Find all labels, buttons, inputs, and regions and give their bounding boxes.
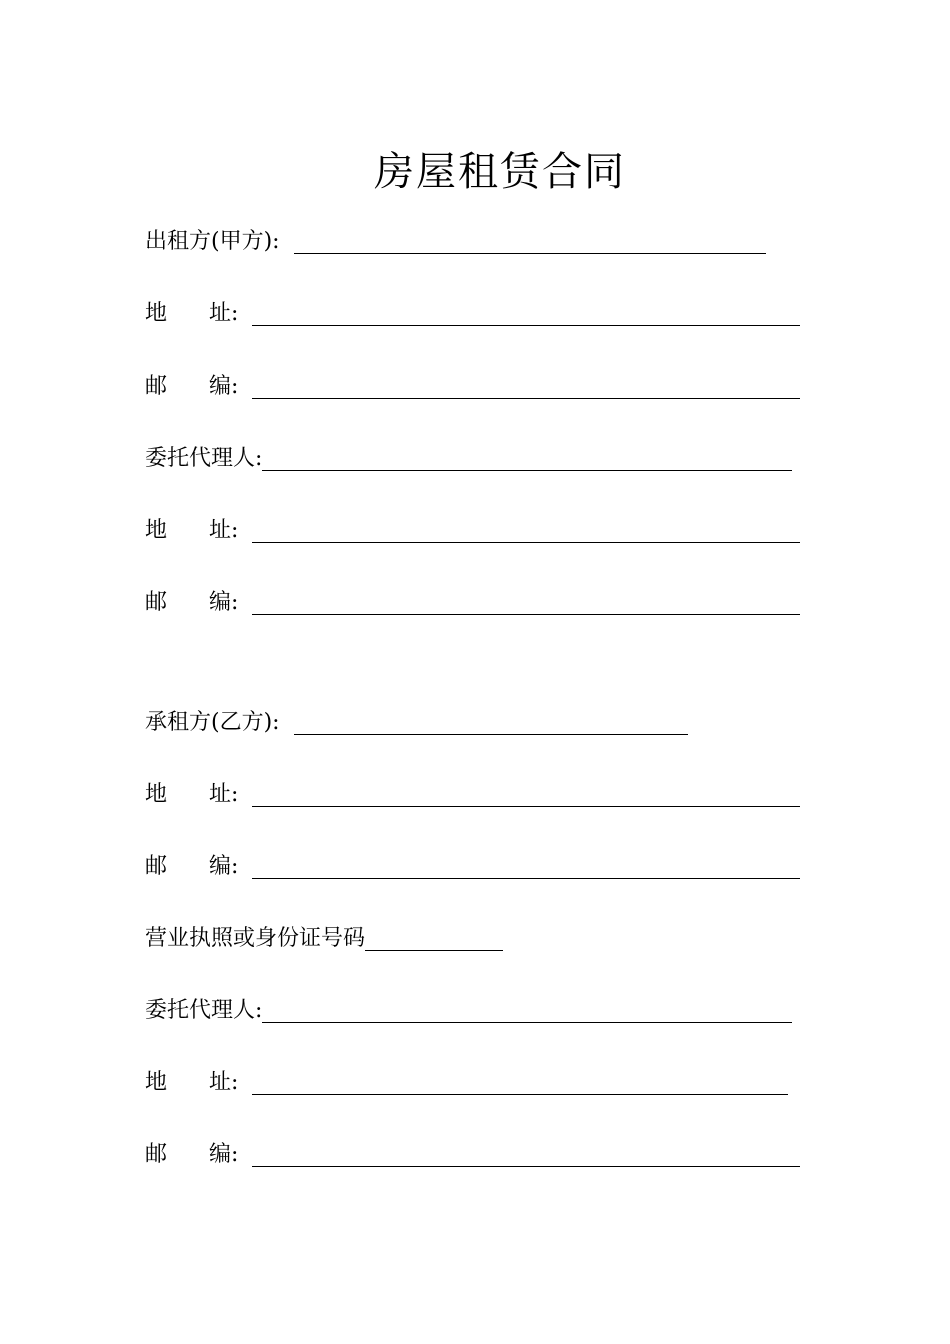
lessor-agent-label: 委托代理人 bbox=[145, 446, 256, 471]
lessee-row bbox=[145, 704, 688, 738]
lessee-address-colon: : bbox=[231, 782, 239, 807]
lessee-agent-address-row bbox=[145, 1064, 788, 1098]
lessor-postcode-colon: : bbox=[231, 374, 239, 399]
lessor-label: 出租方(甲方) bbox=[145, 229, 273, 254]
lessee-postcode-colon: : bbox=[231, 854, 239, 879]
lessee-label: 承租方(乙方) bbox=[145, 710, 273, 735]
lessee-license-label: 营业执照或身份证号码 bbox=[145, 926, 366, 951]
lessee-address-row bbox=[145, 776, 800, 810]
lessee-agent-colon: : bbox=[255, 998, 263, 1023]
lessor-address-label-2: 址 bbox=[209, 301, 232, 326]
lessor-blank[interactable] bbox=[294, 229, 766, 254]
lessor-address-colon: : bbox=[231, 301, 239, 326]
lessor-agent-address-label-2: 址 bbox=[209, 518, 232, 543]
lessor-agent-postcode-label-1: 邮 bbox=[145, 590, 168, 615]
lessee-postcode-row bbox=[145, 848, 800, 882]
lessee-agent-address-colon: : bbox=[231, 1070, 239, 1095]
lessee-agent-blank[interactable] bbox=[262, 998, 792, 1023]
lessor-postcode-label-1: 邮 bbox=[145, 374, 168, 399]
lessor-agent-address-blank[interactable] bbox=[252, 518, 800, 543]
lessee-license-blank[interactable] bbox=[365, 926, 503, 951]
lessee-agent-postcode-colon: : bbox=[231, 1142, 239, 1167]
lessor-address-blank[interactable] bbox=[252, 301, 800, 326]
page-title: 房屋租赁合同 bbox=[374, 149, 626, 195]
lessee-agent-label: 委托代理人 bbox=[145, 998, 256, 1023]
lessee-agent-address-blank[interactable] bbox=[252, 1070, 788, 1095]
lessor-address-row bbox=[145, 295, 800, 329]
lessee-agent-postcode-label-2: 编 bbox=[209, 1142, 232, 1167]
lessee-license-row bbox=[145, 920, 503, 954]
lessee-postcode-label-2: 编 bbox=[209, 854, 232, 879]
lessee-postcode-blank[interactable] bbox=[252, 854, 800, 879]
lessor-agent-postcode-label-2: 编 bbox=[209, 590, 232, 615]
lessee-agent-postcode-blank[interactable] bbox=[252, 1142, 800, 1167]
lessor-agent-postcode-colon: : bbox=[231, 590, 239, 615]
lessee-agent-address-label-1: 地 bbox=[145, 1070, 168, 1095]
lessee-blank[interactable] bbox=[294, 710, 688, 735]
lessor-agent-row bbox=[145, 440, 792, 474]
lessor-agent-postcode-blank[interactable] bbox=[252, 590, 800, 615]
lessee-colon: : bbox=[272, 710, 280, 735]
lessor-agent-address-row bbox=[145, 512, 800, 546]
lessee-postcode-label-1: 邮 bbox=[145, 854, 168, 879]
lessor-agent-postcode-row bbox=[145, 584, 800, 618]
lessee-agent-row bbox=[145, 992, 792, 1026]
lessee-agent-address-label-2: 址 bbox=[209, 1070, 232, 1095]
lessor-colon: : bbox=[272, 229, 280, 254]
lessor-agent-blank[interactable] bbox=[262, 446, 792, 471]
lessee-address-label-2: 址 bbox=[209, 782, 232, 807]
lessor-postcode-blank[interactable] bbox=[252, 374, 800, 399]
lessor-postcode-label-2: 编 bbox=[209, 374, 232, 399]
lessee-address-label-1: 地 bbox=[145, 782, 168, 807]
lessor-address-label-1: 地 bbox=[145, 301, 168, 326]
lessee-agent-postcode-row bbox=[145, 1136, 800, 1170]
lessee-agent-postcode-label-1: 邮 bbox=[145, 1142, 168, 1167]
lessor-agent-colon: : bbox=[255, 446, 263, 471]
lessor-row bbox=[145, 223, 766, 257]
lessor-postcode-row bbox=[145, 368, 800, 402]
lessor-agent-address-colon: : bbox=[231, 518, 239, 543]
lessor-agent-address-label-1: 地 bbox=[145, 518, 168, 543]
lessee-address-blank[interactable] bbox=[252, 782, 800, 807]
